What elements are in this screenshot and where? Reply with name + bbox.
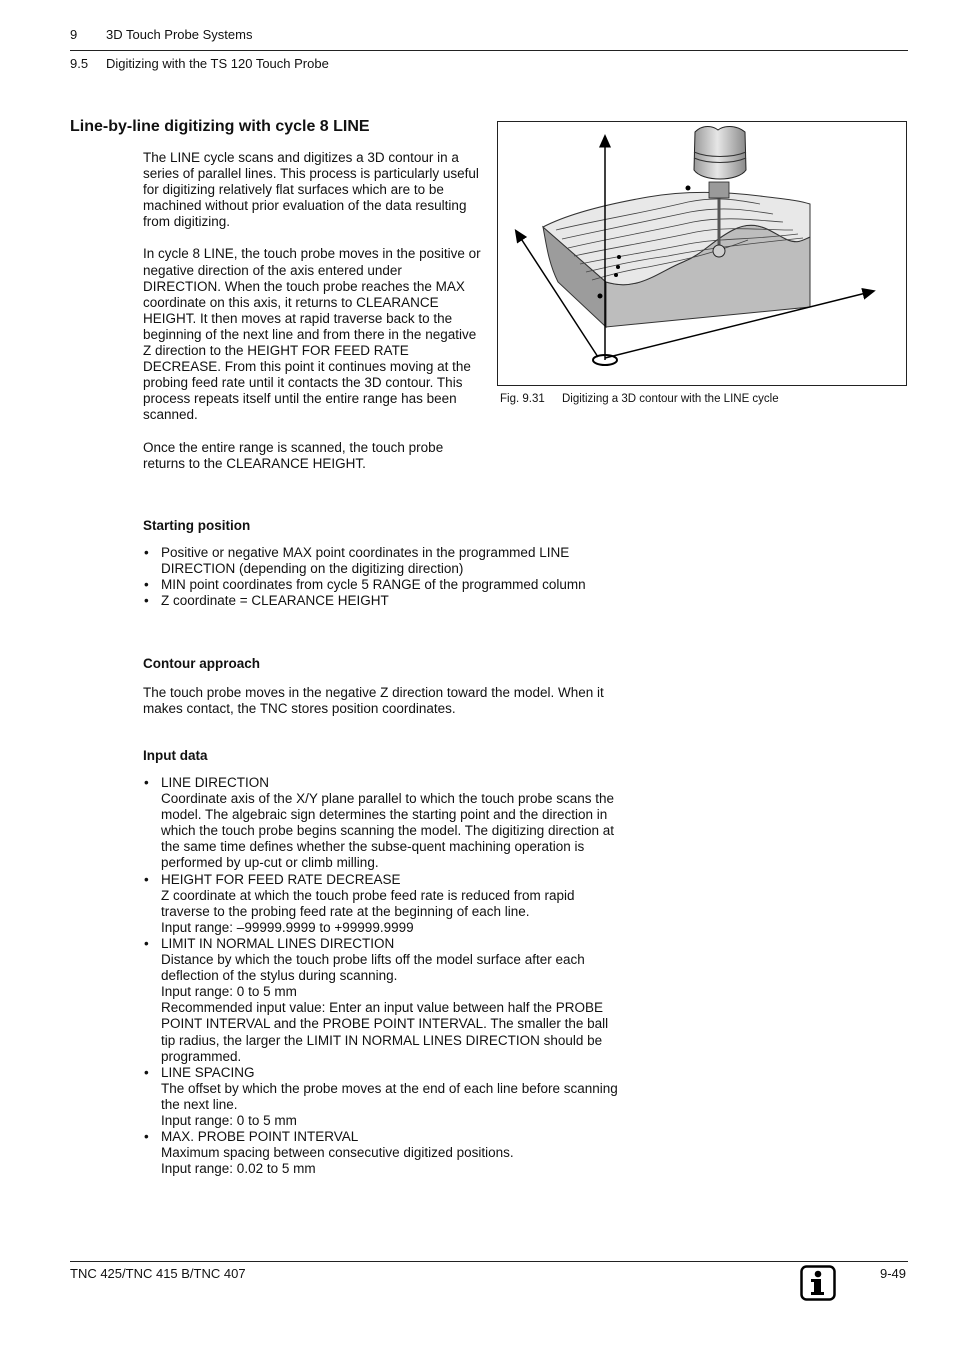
parameter-description: Z coordinate at which the touch probe feed rate is reduced from rapid traverse to the probing feed rate at the beginning of each line. [161,887,575,919]
intro-paragraph-2: In cycle 8 LINE, the touch probe moves in the positive or negative direction of the axis entered under DIRECTION. When the touch probe reaches the MAX coordinate on this axis, it returns to CLEARANCE HEIGHT. It then moves at rapid traverse back to the beginning of the next line and from there in the negative Z direction to the HEIGHT FOR FEED RATE DECREASE. From this point it continues moving at the probing feed rate until it contacts the 3D contour. This process repeats itself until the entire range has been scanned. [143,246,481,423]
parameter-description: Maximum spacing between consecutive digitized positions. [161,1145,514,1161]
parameter-description: Distance by which the touch probe lifts off the model surface after each deflection of the stylus during scanning. [161,952,585,984]
starting-position-item: • MIN point coordinates from cycle 5 RANGE of the programmed column [143,577,613,593]
input-data-heading: Input data [143,748,208,763]
section-title: Digitizing with the TS 120 Touch Probe [106,56,329,71]
contour-approach-text: The touch probe moves in the negative Z direction toward the model. When it makes contact, the TNC stores position coordinates. [143,685,604,717]
parameter-description: Input range: –99999.9999 to +99999.9999 [161,919,414,935]
figure-frame [497,121,907,386]
parameter-description: Input range: 0.02 to 5 mm [161,1161,316,1177]
input-data-item [143,1129,623,1177]
parameter-name: • LINE DIRECTION [161,775,270,790]
section-number: 9.5 [70,56,89,71]
starting-position-item: • Positive or negative MAX point coordinates in the programmed LINE DIRECTION (depending on the digitizing direction) [143,545,613,577]
chapter-title: 3D Touch Probe Systems [106,27,253,42]
parameter-description: Recommended input value: Enter an input value between half the PROBE POINT INTERVAL and the PROBE POINT INTERVAL. The smaller the ball tip radius, the larger the LIMIT IN NORMAL LINES DIRECTION should be programmed. [161,1000,609,1064]
input-data-item [143,936,623,1065]
parameter-name: • LIMIT IN NORMAL LINES DIRECTION [161,935,395,951]
chapter-number: 9 [70,27,78,42]
page-title: Line-by-line digitizing with cycle 8 LINE [70,118,370,135]
input-data-item [143,872,623,936]
starting-position-heading: Starting position [143,518,251,533]
figure-label: Fig. 9.31 [500,393,545,405]
parameter-description: Input range: 0 to 5 mm [161,1112,297,1128]
starting-position-list [143,545,613,609]
parameter-name: • LINE SPACING [161,1064,255,1080]
intro-paragraph-1: The LINE cycle scans and digitizes a 3D contour in a series of parallel lines. This process is particularly useful for digitizing relatively flat surfaces which are to be machined without prior evaluation of the data resulting from digitizing. [143,150,479,230]
intro-text [143,150,483,472]
parameter-name: • MAX. PROBE POINT INTERVAL [161,1129,359,1145]
header-rule [70,50,908,51]
input-data-item [143,775,623,872]
info-icon [800,1265,836,1301]
footer-model: TNC 425/TNC 415 B/TNC 407 [70,1266,246,1281]
parameter-description: Coordinate axis of the X/Y plane parallel to which the touch probe scans the model. The algebraic sign determines the starting point and the direction in which the touch probe begins scanning the model. The digitizing direction at the same time defines whether the subse-quent machining operation is performed by up-cut or climb milling. [161,791,615,871]
intro-paragraph-3: Once the entire range is scanned, the touch probe returns to the CLEARANCE HEIGHT. [143,439,444,471]
parameter-description: The offset by which the probe moves at the end of each line before scanning the next line. [161,1080,618,1112]
contour-approach-heading: Contour approach [143,656,260,671]
footer-rule [70,1261,908,1262]
figure-caption [500,393,779,405]
input-data-item [143,1065,623,1129]
footer-page-number: 9-49 [880,1266,907,1281]
figure-caption-text: Digitizing a 3D contour with the LINE cycle [561,393,779,405]
starting-position-item: • Z coordinate = CLEARANCE HEIGHT [143,593,613,609]
parameter-name: • HEIGHT FOR FEED RATE DECREASE [161,871,401,887]
parameter-description: Input range: 0 to 5 mm [161,984,297,1000]
input-data-list [143,775,623,1177]
digitizing-illustration [498,122,906,385]
